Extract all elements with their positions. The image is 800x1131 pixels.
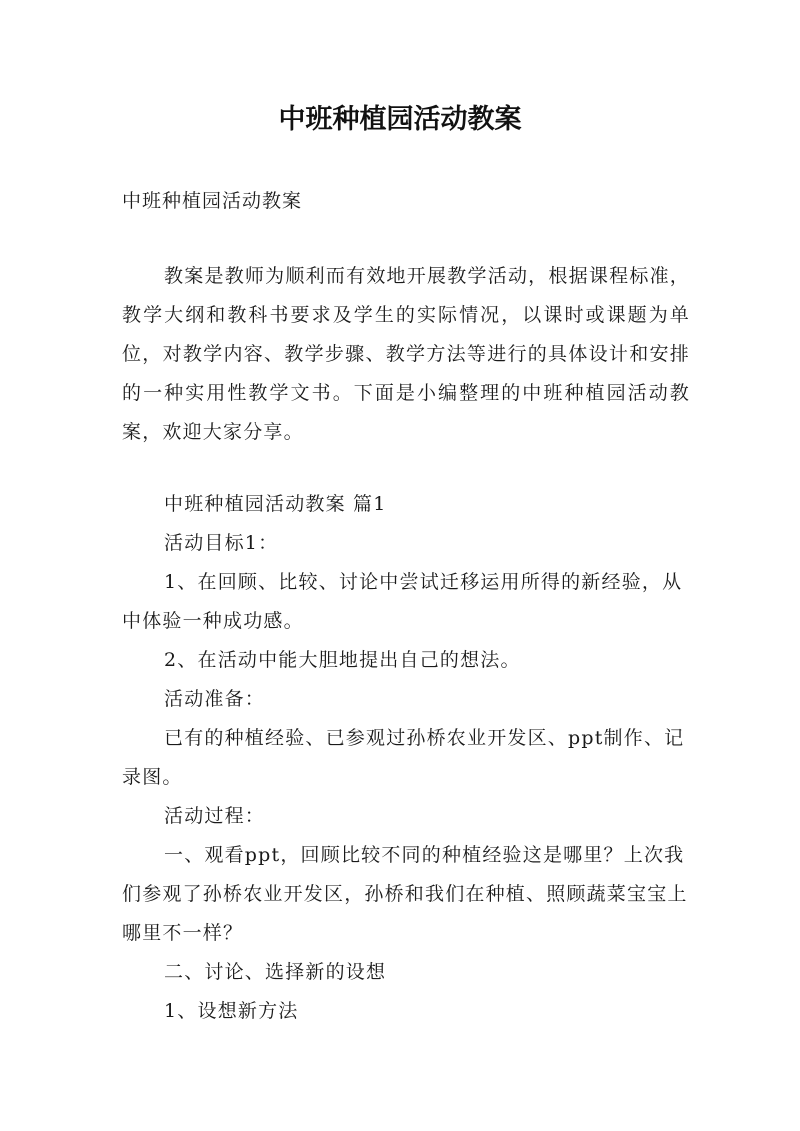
intro-paragraph: 教案是教师为顺利而有效地开展教学活动，根据课程标准，教学大纲和教科书要求及学生的实际情况，以课时或课题为单位，对教学内容、教学步骤、教学方法等进行的具体设计和安排的一种实用性教学文书。下面是小编整理的中班种植园活动教案，欢迎大家分享。 <box>122 265 690 443</box>
document-subtitle: 中班种植园活动教案 <box>122 190 303 212</box>
preparation-label: 活动准备： <box>164 688 266 710</box>
process-substep-1: 1、设想新方法 <box>164 1000 299 1022</box>
preparation-text: 已有的种植经验、已参观过孙桥农业开发区、ppt制作、记录图。 <box>122 727 685 788</box>
activity-goal-label: 活动目标1： <box>164 532 279 554</box>
goal-item-1: 1、在回顾、比较、讨论中尝试迁移运用所得的新经验，从中体验一种成功感。 <box>122 571 683 632</box>
process-step-1: 一、观看ppt，回顾比较不同的种植经验这是哪里？上次我们参观了孙桥农业开发区，孙桥和我们在种植、照顾蔬菜宝宝上哪里不一样？ <box>122 844 688 944</box>
document-title: 中班种植园活动教案 <box>278 104 522 135</box>
process-label: 活动过程： <box>164 805 266 827</box>
process-step-2: 二、讨论、选择新的设想 <box>164 961 387 983</box>
section-heading: 中班种植园活动教案 篇1 <box>164 493 387 515</box>
goal-item-2: 2、在活动中能大胆地提出自己的想法。 <box>164 649 521 671</box>
lesson-body <box>122 485 694 1031</box>
